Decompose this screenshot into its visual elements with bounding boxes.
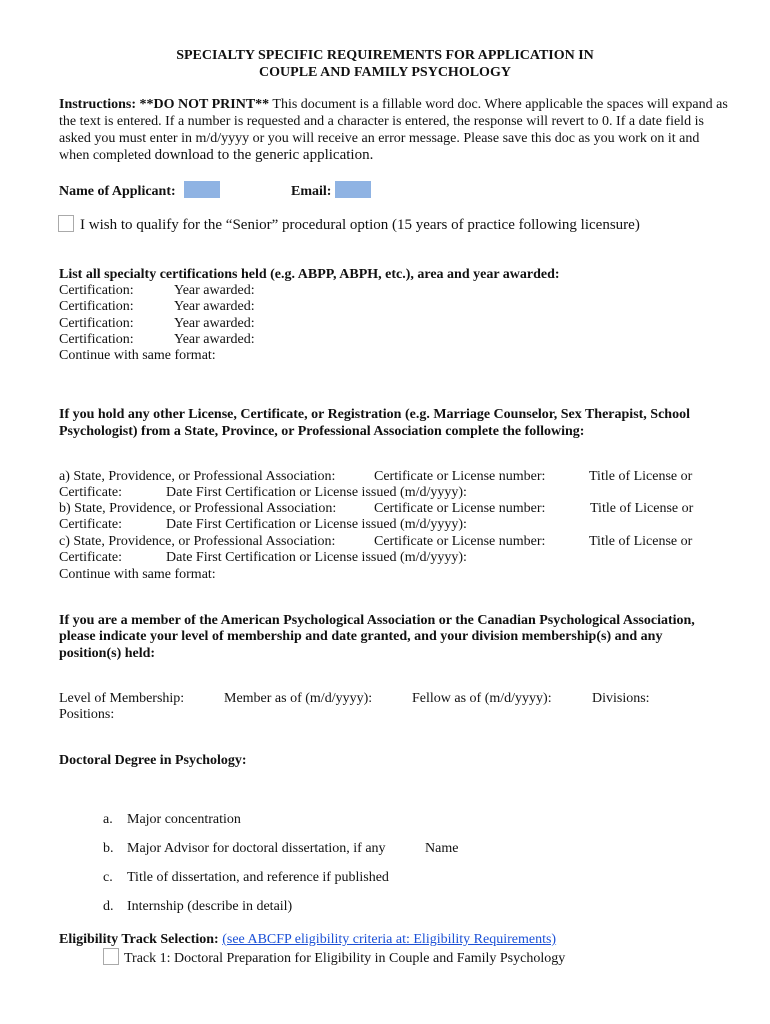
doctoral-item-a-marker: a. — [103, 812, 113, 827]
fellow-as-of-label: Fellow as of (m/d/yyyy): — [412, 691, 552, 706]
license-b-date: Date First Certification or License issued (m/d/yyyy): — [166, 517, 467, 532]
license-c-certificate: Certificate: — [59, 550, 122, 565]
applicant-name-label: Name of Applicant: — [59, 184, 176, 199]
doctoral-item-c-marker: c. — [103, 870, 113, 885]
eligibility-label: Eligibility Track Selection: — [59, 932, 219, 947]
applicant-email-label: Email: — [291, 184, 332, 199]
certifications-heading: List all specialty certifications held (e.g. ABPP, ABPH, etc.), area and year awarded: — [59, 267, 560, 282]
membership-level-label: Level of Membership: — [59, 691, 185, 706]
cert-row-1-year: Year awarded: — [174, 283, 255, 298]
title-line-1: SPECIALTY SPECIFIC REQUIREMENTS FOR APPLICATION IN — [176, 48, 594, 63]
membership-heading-line-2: please indicate your level of membership and date granted, and your division membership(s) and any — [59, 629, 663, 644]
divisions-label: Divisions: — [592, 691, 650, 706]
instructions-paragraph — [59, 96, 729, 164]
senior-option-row — [58, 215, 640, 233]
instructions-text: This document is a fillable word doc. Where applicable the spaces will expand as the text is entered. If a number is requested and a character is entered, the response will revert to 0. If a date field is asked you must enter in m/d/yyyy or you will receive an error message. Please save this doc as you work on it and when completed — [59, 97, 728, 163]
instructions-text-end: download to the generic application. — [154, 147, 374, 163]
positions-label: Positions: — [59, 707, 115, 722]
doctoral-item-a-text: Major concentration — [127, 812, 241, 827]
applicant-name-row — [59, 181, 220, 200]
license-b-certificate: Certificate: — [59, 517, 122, 532]
doctoral-item-b-name: Name — [425, 841, 459, 856]
membership-heading-line-1: If you are a member of the American Psychological Association or the Canadian Psychological Association, — [59, 613, 695, 628]
track-1-row — [103, 948, 565, 967]
doctoral-item-b-text: Major Advisor for doctoral dissertation, if any — [127, 841, 386, 856]
doctoral-item-d-marker: d. — [103, 899, 114, 914]
cert-row-4-year: Year awarded: — [174, 332, 255, 347]
licenses-heading-line-1: If you hold any other License, Certificate, or Registration (e.g. Marriage Counselor, Sex Therapist, School — [59, 407, 690, 422]
title-line-2: COUPLE AND FAMILY PSYCHOLOGY — [259, 65, 511, 80]
license-a-certificate: Certificate: — [59, 485, 122, 500]
cert-row-2-year: Year awarded: — [174, 299, 255, 314]
senior-option-label: I wish to qualify for the “Senior” procedural option (15 years of practice following licensure) — [80, 217, 640, 233]
senior-option-checkbox[interactable] — [58, 215, 74, 232]
applicant-name-field[interactable] — [184, 181, 220, 198]
cert-row-4-cert: Certification: — [59, 332, 134, 347]
license-b-assoc: b) State, Providence, or Professional Association: — [59, 501, 337, 516]
doctoral-heading: Doctoral Degree in Psychology: — [59, 753, 247, 768]
license-c-assoc: c) State, Providence, or Professional Association: — [59, 534, 336, 549]
license-a-number: Certificate or License number: — [374, 469, 546, 484]
cert-row-2-cert: Certification: — [59, 299, 134, 314]
member-as-of-label: Member as of (m/d/yyyy): — [224, 691, 373, 706]
license-b-number: Certificate or License number: — [374, 501, 546, 516]
track-1-checkbox[interactable] — [103, 948, 119, 965]
doctoral-item-d-text: Internship (describe in detail) — [127, 899, 293, 914]
instructions-label: Instructions: **DO NOT PRINT** — [59, 97, 270, 112]
license-b-title: Title of License or — [590, 501, 694, 516]
cert-row-1-cert: Certification: — [59, 283, 134, 298]
license-c-number: Certificate or License number: — [374, 534, 546, 549]
license-a-title: Title of License or — [589, 469, 693, 484]
applicant-email-row — [291, 181, 371, 200]
license-c-date: Date First Certification or License issued (m/d/yyyy): — [166, 550, 467, 565]
license-a-date: Date First Certification or License issued (m/d/yyyy): — [166, 485, 467, 500]
license-c-title: Title of License or — [589, 534, 693, 549]
doctoral-item-c-text: Title of dissertation, and reference if published — [127, 870, 389, 885]
cert-row-3-year: Year awarded: — [174, 316, 255, 331]
track-1-label: Track 1: Doctoral Preparation for Eligibility in Couple and Family Psychology — [124, 951, 566, 966]
license-a-assoc: a) State, Providence, or Professional Association: — [59, 469, 336, 484]
membership-heading-line-3: position(s) held: — [59, 646, 156, 661]
licenses-heading-line-2: Psychologist) from a State, Province, or Professional Association complete the following: — [59, 424, 585, 439]
cert-row-3-cert: Certification: — [59, 316, 134, 331]
doctoral-item-b-marker: b. — [103, 841, 114, 856]
eligibility-criteria-link[interactable]: (see ABCFP eligibility criteria at: Eligibility Requirements) — [222, 932, 557, 947]
certifications-continue: Continue with same format: — [59, 348, 216, 363]
eligibility-row — [59, 932, 556, 948]
licenses-continue: Continue with same format: — [59, 567, 216, 582]
applicant-email-field[interactable] — [335, 181, 371, 198]
